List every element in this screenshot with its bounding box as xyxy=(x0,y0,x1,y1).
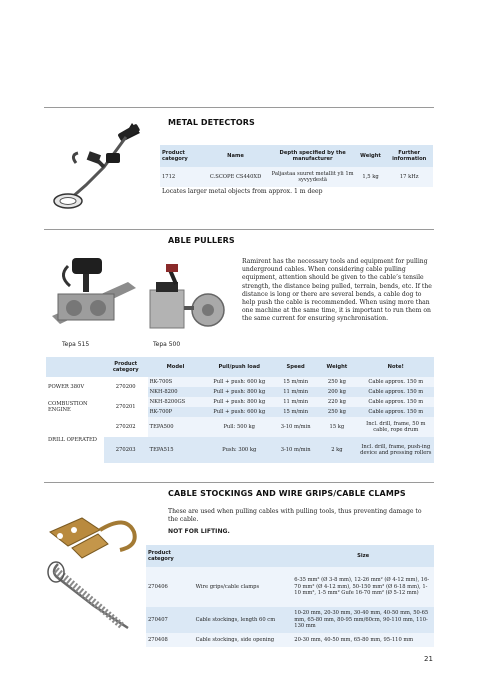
cell-speed: 15 m/min xyxy=(275,377,316,387)
col-header: Name xyxy=(201,145,269,167)
cell-load: Pull + push: 800 kg xyxy=(203,397,275,407)
table-header-row xyxy=(46,357,434,377)
cell-weight: 250 kg xyxy=(316,407,357,417)
metal-detector-table xyxy=(160,145,433,187)
cell-note: Cable approx. 150 m xyxy=(358,387,434,397)
cell-speed: 11 m/min xyxy=(275,387,316,397)
cell-category: 270203 xyxy=(104,437,148,463)
col-header: Speed xyxy=(275,357,316,377)
cell-size: 6-35 mm² (Ø 3-8 mm), 12-26 mm² (Ø 4-12 mm), 16-70 mm² (Ø 4-12 mm), 50-150 mm² (Ø 6-18 mm), 1-10 mm², 1-5 mm² Gufe 16-70 mm² (Ø 5-12 mm) xyxy=(294,577,430,597)
cell-load: Pull: 500 kg xyxy=(203,417,275,437)
cell-model: NKH-8200 xyxy=(148,387,204,397)
table-row xyxy=(46,437,434,463)
cell-category: 1712 xyxy=(162,173,176,180)
cell-weight: 220 kg xyxy=(316,397,357,407)
table-row xyxy=(46,417,434,437)
col-header xyxy=(46,357,104,377)
cell-load: Push: 300 kg xyxy=(203,437,275,463)
cable-pullers-paragraph: Ramirent has the necessary tools and equipment for pulling underground cables. When considering cable pulling equipment, attention should be given to the cable’s tensile strength, the distance being pulled, terrain, bends, etc. If the distance is long or there are several bends, a cable dog to help push the cable is recommended. When using more than one machine at the same time, it is important to run them on the same current for ensuring synchronisation. xyxy=(242,258,432,323)
tepa500-photo xyxy=(144,260,228,340)
cell-model: RK-700S xyxy=(148,377,204,387)
cell-size: 20-30 mm, 40-50 mm, 65-80 mm, 95-110 mm xyxy=(294,636,414,643)
not-for-lifting-warning: NOT FOR LIFTING. xyxy=(168,528,230,535)
cell-speed: 11 m/min xyxy=(275,397,316,407)
group-label: COMBUSTION ENGINE xyxy=(48,400,88,413)
cell-weight: 2 kg xyxy=(316,437,357,463)
cell-category: 270200 xyxy=(115,383,136,390)
table-row xyxy=(146,607,434,633)
cable-pullers-table xyxy=(46,357,434,463)
cell-note: Incl. drill, frame, 50 m cable, rope drum xyxy=(358,417,434,437)
table-row xyxy=(160,167,433,187)
col-header: Depth specified by the manufacturer xyxy=(270,145,356,167)
cable-stockings-paragraph: These are used when pulling cables with pulling tools, thus preventing damage to the cable. xyxy=(168,508,422,524)
cell-name: C.SCOPE CS440XD xyxy=(209,173,262,180)
section-title-cable-stockings: CABLE STOCKINGS AND WIRE GRIPS/CABLE CLAMPS xyxy=(168,489,406,498)
cell-note: Cable approx. 150 m xyxy=(358,397,434,407)
cell-weight: 200 kg xyxy=(316,387,357,397)
cell-note: Cable approx. 150 m xyxy=(358,377,434,387)
metal-detector-photo xyxy=(48,115,158,215)
table-row xyxy=(46,397,434,407)
col-header: Product category xyxy=(104,357,148,377)
section-title-cable-pullers: ABLE PULLERS xyxy=(168,236,235,245)
cell-note: Incl. drill, frame, push-ing device and pressing rollers xyxy=(358,437,434,463)
table-header-row xyxy=(146,545,434,567)
cell-load: Pull + push: 800 kg xyxy=(203,387,275,397)
section-divider xyxy=(44,482,434,483)
cell-speed: 15 m/min xyxy=(275,407,316,417)
cell-category: 270407 xyxy=(148,616,168,623)
cell-size: 10-20 mm, 20-30 mm, 30-40 mm, 40-50 mm, 50-65 mm, 65-80 mm, 80-95 mm/60cm, 90-110 mm, 110-130 mm xyxy=(294,610,429,630)
cell-depth: Paljastaa suuret metallit yli 1m syvyydestä xyxy=(271,170,354,183)
section-title-metal-detectors: METAL DETECTORS xyxy=(168,118,255,127)
cell-note: Cable approx. 150 m xyxy=(358,407,434,417)
col-header: Size xyxy=(292,545,434,567)
cell-model: NKH-8200GS xyxy=(148,397,204,407)
tepa515-photo xyxy=(48,252,142,340)
cell-load: Pull + push: 600 kg xyxy=(203,377,275,387)
cell-description: Wire grips/cable clamps xyxy=(195,583,260,590)
col-header: Product category xyxy=(146,545,194,567)
cell-speed: 3-10 m/min xyxy=(275,437,316,463)
group-label: DRILL OPERATED xyxy=(48,436,97,443)
page-number: 21 xyxy=(424,655,433,663)
col-header: Weight xyxy=(316,357,357,377)
cell-load: Pull + push: 600 kg xyxy=(203,407,275,417)
metal-detector-note: Locates larger metal objects from approx. 1 m deep xyxy=(162,188,323,195)
col-header: Pull/push load xyxy=(203,357,275,377)
col-header: Weight xyxy=(356,145,386,167)
cell-weight: 1,5 kg xyxy=(362,173,379,180)
table-row xyxy=(46,377,434,387)
group-label: POWER 380V xyxy=(48,383,85,390)
cable-grips-photo xyxy=(42,508,150,638)
table-row xyxy=(146,567,434,607)
caption-tepa515: Tepa 515 xyxy=(62,341,90,348)
cell-description: Cable stockings, side opening xyxy=(195,636,275,643)
cell-model: RK-700P xyxy=(148,407,204,417)
caption-tepa500: Tepa 500 xyxy=(153,341,181,348)
cell-info: 17 kHz xyxy=(399,173,419,180)
cell-weight: 15 kg xyxy=(316,417,357,437)
table-header-row xyxy=(160,145,433,167)
cell-model: TEPA515 xyxy=(148,437,204,463)
col-header: Further information xyxy=(385,145,433,167)
section-divider xyxy=(44,229,434,230)
cell-category: 270201 xyxy=(115,403,136,410)
cell-model: TEPA500 xyxy=(148,417,204,437)
cable-stockings-table xyxy=(146,545,434,647)
cell-description: Cable stockings, length 60 cm xyxy=(195,616,276,623)
cell-weight: 250 kg xyxy=(316,377,357,387)
top-divider xyxy=(44,107,434,108)
col-header: Product category xyxy=(160,145,201,167)
col-header: Note! xyxy=(358,357,434,377)
cell-speed: 3-10 m/min xyxy=(275,417,316,437)
cell-category: 270202 xyxy=(115,423,136,430)
table-row xyxy=(146,633,434,647)
col-header xyxy=(194,545,293,567)
cell-category: 270408 xyxy=(148,636,168,643)
cell-category: 270406 xyxy=(148,583,168,590)
col-header: Model xyxy=(148,357,204,377)
